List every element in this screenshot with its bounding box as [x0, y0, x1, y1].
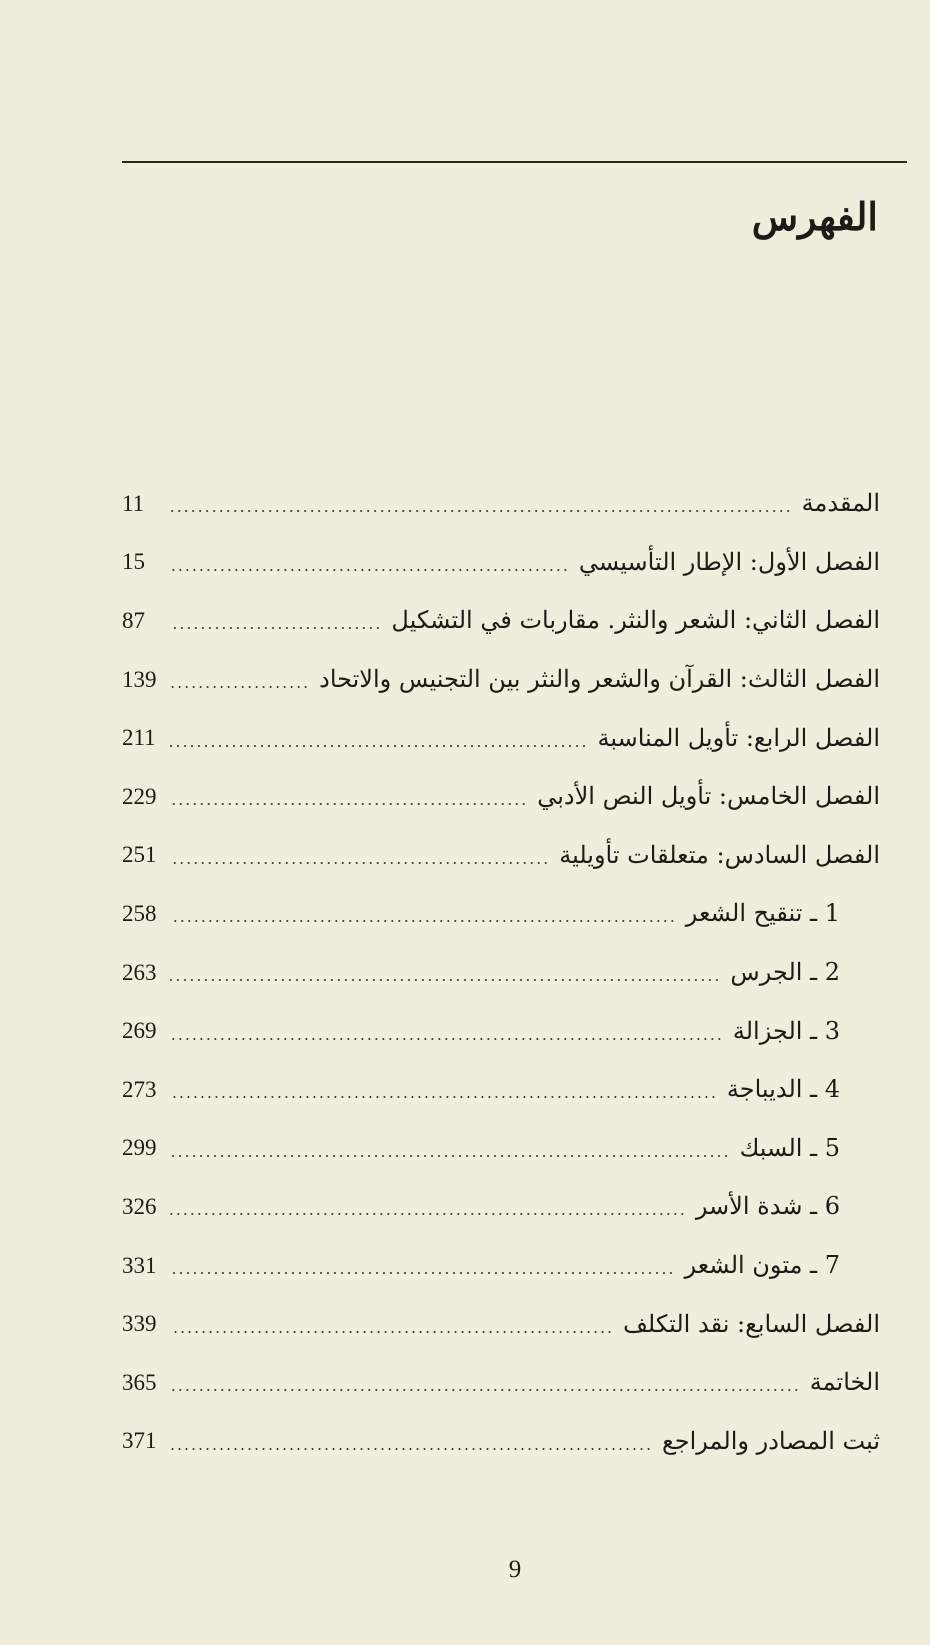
toc-entry-chapter-6: [122, 826, 880, 885]
toc-entry-title: 2 ـ الجرس: [730, 958, 840, 987]
dot-leader: [170, 803, 527, 805]
dot-leader: [170, 1389, 800, 1391]
dot-leader: [170, 1096, 717, 1098]
toc-entry-page: 331: [122, 1252, 157, 1278]
toc-subentry-4: [122, 1060, 880, 1119]
toc-entry-chapter-4: [122, 708, 880, 767]
toc-entry-bibliography: [122, 1412, 880, 1471]
toc-entry-title: 1 ـ تنقيح الشعر: [685, 899, 840, 928]
toc-entry-title: الفصل الأول: الإطار التأسيسي: [578, 547, 880, 576]
dot-leader: [170, 627, 381, 629]
toc-entry-title: 7 ـ متون الشعر: [684, 1251, 840, 1280]
toc-entry-chapter-5: [122, 767, 880, 826]
toc-subentry-7: [122, 1236, 880, 1295]
dot-leader: [170, 1155, 730, 1157]
toc-entry-page: 229: [122, 783, 157, 809]
page-title: الفهرس: [751, 194, 878, 239]
toc-entry-title: الفصل الثاني: الشعر والنثر. مقاربات في التشكيل: [391, 606, 880, 635]
toc-subentry-2: [122, 943, 880, 1002]
toc-entry-chapter-7: [122, 1294, 880, 1353]
dot-leader: [170, 1272, 674, 1274]
dot-leader: [170, 1448, 652, 1450]
top-rule: [122, 161, 907, 163]
toc-entry-title: الخاتمة: [809, 1368, 880, 1397]
dot-leader: [170, 920, 676, 922]
toc-entry-title: المقدمة: [801, 489, 880, 518]
toc-subentry-5: [122, 1119, 880, 1178]
toc-entry-title: 3 ـ الجزالة: [732, 1016, 840, 1045]
toc-entry-introduction: [122, 474, 880, 533]
toc-entry-title: الفصل الثالث: القرآن والشعر والنثر بين التجنيس والاتحاد: [319, 665, 880, 694]
dot-leader: [170, 1213, 686, 1215]
toc-entry-page: 371: [122, 1428, 157, 1454]
toc-entry-page: 339: [122, 1311, 157, 1337]
toc-entry-conclusion: [122, 1353, 880, 1412]
toc-entry-page: 15: [122, 549, 145, 575]
toc-entry-page: 269: [122, 1018, 157, 1044]
toc-entry-page: 139: [122, 666, 157, 692]
toc-entry-page: 263: [122, 959, 157, 985]
toc-entry-title: 6 ـ شدة الأسر: [695, 1192, 840, 1221]
toc-entry-chapter-2: [122, 591, 880, 650]
toc-entry-page: 273: [122, 1076, 157, 1102]
toc-entry-page: 326: [122, 1193, 157, 1219]
toc-entry-page: 251: [122, 842, 157, 868]
toc-entry-page: 299: [122, 1135, 157, 1161]
toc-entry-title: ثبت المصادر والمراجع: [662, 1426, 880, 1455]
toc-subentry-3: [122, 1001, 880, 1060]
dot-leader: [170, 1038, 723, 1040]
toc-entry-chapter-3: [122, 650, 880, 709]
dot-leader: [170, 862, 549, 864]
dot-leader: [170, 1331, 613, 1333]
toc-entry-page: 87: [122, 607, 145, 633]
dot-leader: [170, 510, 792, 512]
toc-entry-title: 4 ـ الديباجة: [726, 1075, 840, 1104]
toc-entry-title: الفصل السابع: نقد التكلف: [623, 1309, 880, 1338]
toc-entry-title: 5 ـ السبك: [739, 1133, 840, 1162]
dot-leader: [170, 979, 720, 981]
dot-leader: [170, 686, 309, 688]
toc-entry-chapter-1: [122, 533, 880, 592]
toc-entry-title: الفصل الخامس: تأويل النص الأدبي: [537, 782, 880, 811]
toc-subentry-1: [122, 884, 880, 943]
toc-entry-page: 258: [122, 900, 157, 926]
dot-leader: [170, 569, 569, 571]
toc-subentry-6: [122, 1177, 880, 1236]
dot-leader: [170, 745, 588, 747]
toc-entry-page: 211: [122, 725, 156, 751]
table-of-contents: [122, 474, 880, 1470]
toc-entry-title: الفصل السادس: متعلقات تأويلية: [559, 840, 880, 869]
toc-entry-page: 11: [122, 490, 145, 516]
toc-entry-title: الفصل الرابع: تأويل المناسبة: [597, 723, 880, 752]
page-number: 9: [508, 1556, 522, 1583]
toc-entry-page: 365: [122, 1369, 157, 1395]
